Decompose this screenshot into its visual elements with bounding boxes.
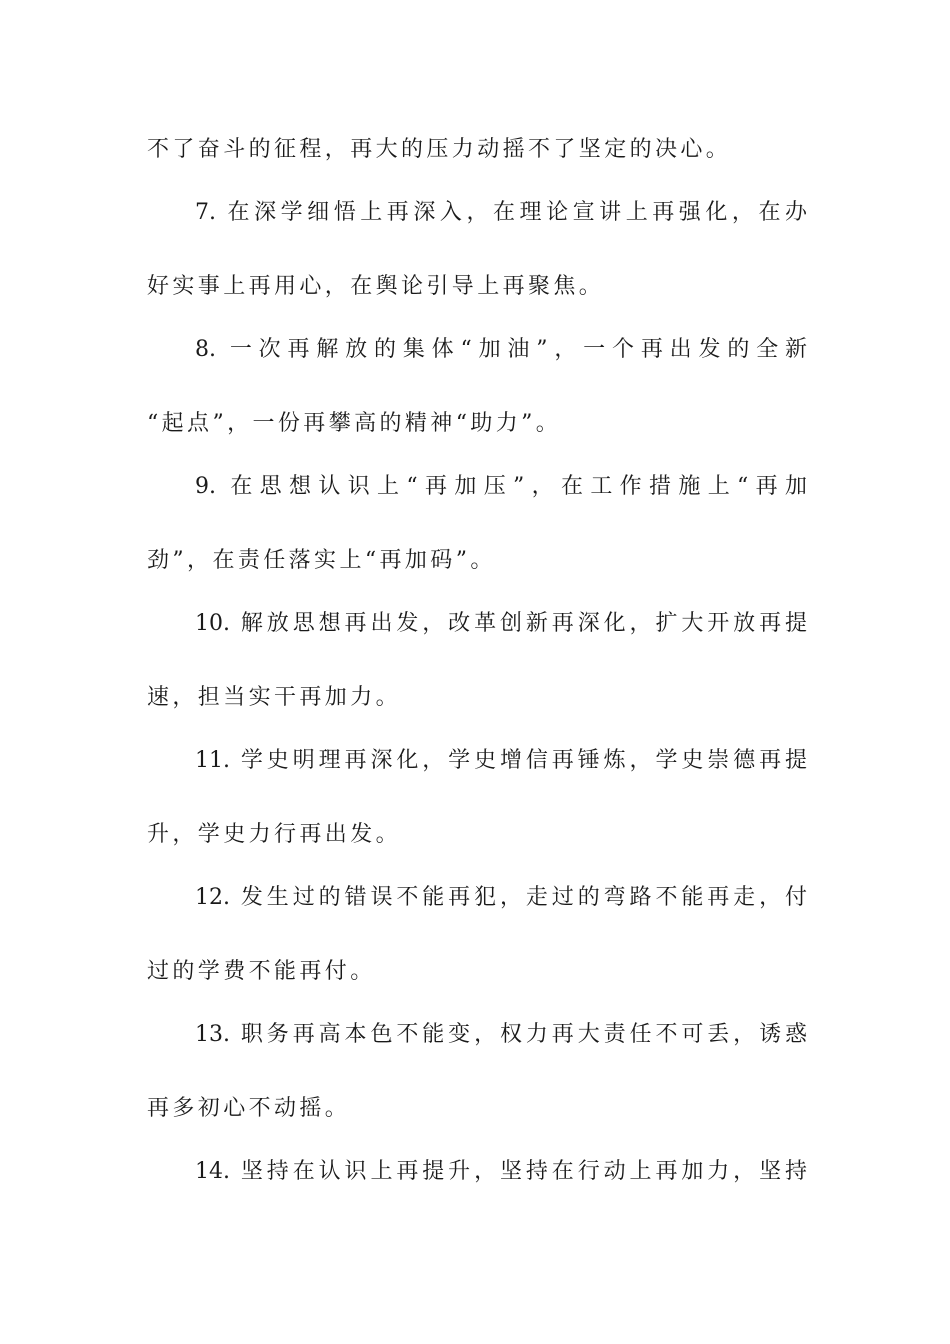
item-7-line-2: 好实事上再用心，在舆论引导上再聚焦。 bbox=[147, 274, 605, 299]
item-14-line-1: 14. 坚持在认识上再提升，坚持在行动上再加力，坚持 bbox=[195, 1159, 807, 1184]
item-13-line-2: 再多初心不动摇。 bbox=[147, 1096, 351, 1121]
item-12-line-1: 12. 发生过的错误不能再犯，走过的弯路不能再走，付 bbox=[195, 885, 807, 910]
item-13-line-1: 13. 职务再高本色不能变，权力再大责任不可丢，诱惑 bbox=[195, 1022, 807, 1047]
item-9-line-2: 劲”，在责任落实上“再加码”。 bbox=[147, 548, 496, 573]
text-line-1: 不了奋斗的征程，再大的压力动摇不了坚定的决心。 bbox=[147, 137, 732, 162]
item-11-line-1: 11. 学史明理再深化，学史增信再锤炼，学史崇德再提 bbox=[195, 748, 807, 773]
item-12-line-2: 过的学费不能再付。 bbox=[147, 959, 376, 984]
item-7-line-1: 7. 在深学细悟上再深入，在理论宣讲上再强化，在办 bbox=[195, 200, 807, 225]
item-10-line-2: 速，担当实干再加力。 bbox=[147, 685, 402, 710]
item-10-line-1: 10. 解放思想再出发，改革创新再深化，扩大开放再提 bbox=[195, 611, 807, 636]
item-9-line-1: 9. 在思想认识上“再加压”，在工作措施上“再加 bbox=[195, 474, 807, 499]
item-8-line-2: “起点”，一份再攀高的精神“助力”。 bbox=[147, 411, 562, 436]
item-8-line-1: 8. 一次再解放的集体“加油”，一个再出发的全新 bbox=[195, 337, 807, 362]
item-11-line-2: 升，学史力行再出发。 bbox=[147, 822, 402, 847]
